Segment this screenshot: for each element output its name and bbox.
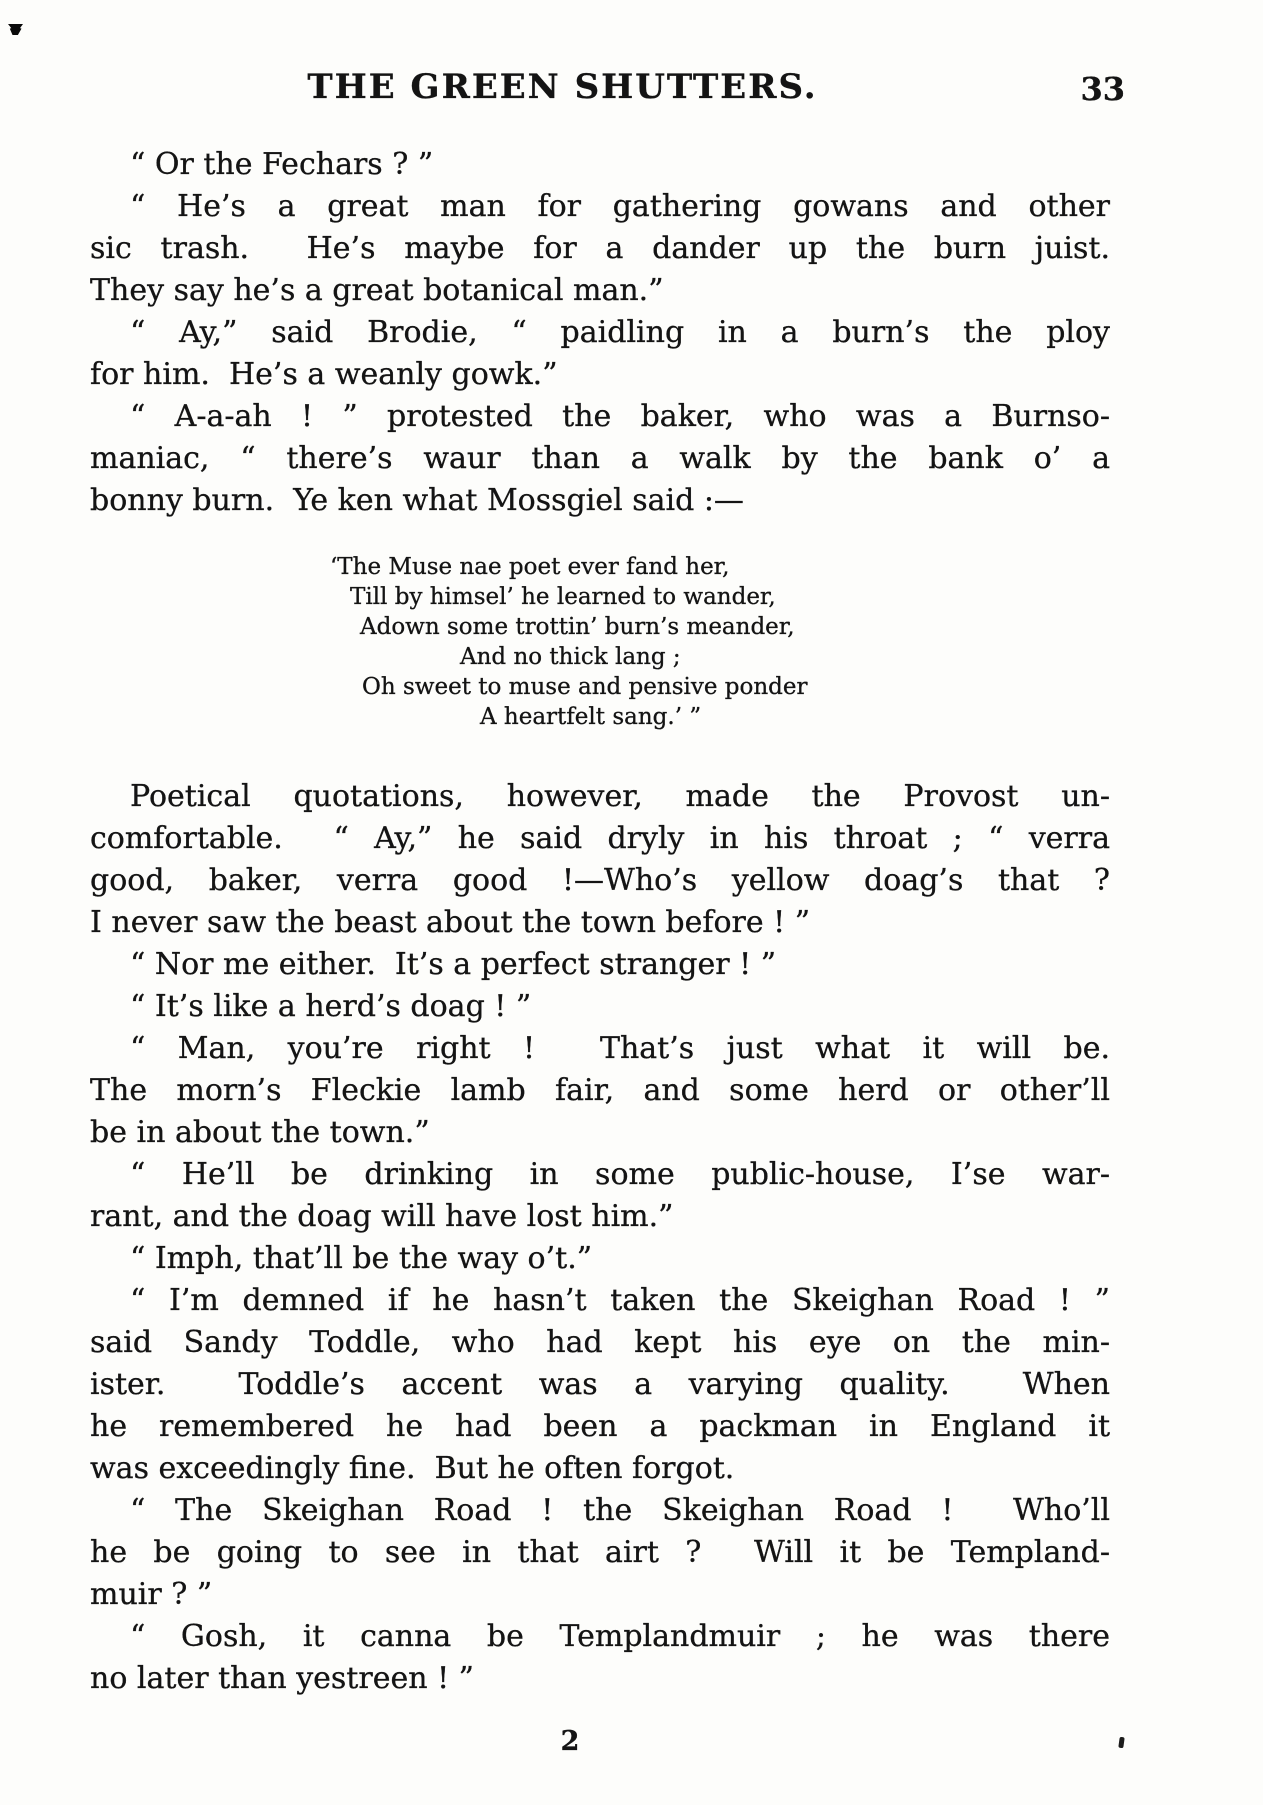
text-line: Poetical quotations, however, made the Provost un- <box>130 779 1110 814</box>
page-header <box>90 64 1125 110</box>
verse-block <box>330 552 1110 732</box>
text-line: be in about the town.” <box>90 1115 430 1150</box>
paragraph <box>90 1280 1110 1490</box>
text-line: maniac, “ there’s waur than a walk by the bank o’ a <box>90 441 1110 476</box>
paragraph <box>90 1490 1110 1616</box>
verse-line: ‘The Muse nae poet ever fand her, <box>330 554 730 580</box>
text-line: “ It’s like a herd’s doag ! ” <box>130 989 532 1024</box>
paragraph <box>90 312 1110 396</box>
text-line: said Sandy Toddle, who had kept his eye on the min- <box>90 1325 1110 1360</box>
text-line: he be going to see in that airt ? Will it be Templand- <box>90 1535 1110 1570</box>
text-line: ister. Toddle’s accent was a varying quality. When <box>90 1367 1110 1402</box>
paragraph <box>90 1028 1110 1154</box>
paragraph <box>90 144 1110 186</box>
page-body <box>90 144 1110 1700</box>
ink-speck <box>8 24 23 35</box>
text-line: rant, and the doag will have lost him.” <box>90 1199 674 1234</box>
text-line: “ Man, you’re right ! That’s just what it will be. <box>130 1031 1110 1066</box>
paragraph <box>90 944 1110 986</box>
paragraph <box>90 1238 1110 1280</box>
text-line: “ Nor me either. It’s a perfect stranger ! ” <box>130 947 777 982</box>
verse-line: And no thick lang ; <box>460 644 681 670</box>
text-line: “ A-a-ah ! ” protested the baker, who was a Burnso- <box>130 399 1110 434</box>
text-line: good, baker, verra good !—Who’s yellow doag’s that ? <box>90 863 1110 898</box>
text-line: muir ? ” <box>90 1577 213 1612</box>
text-line: sic trash. He’s maybe for a dander up the burn juist. <box>90 231 1110 266</box>
text-line: “ The Skeighan Road ! the Skeighan Road ! Who’ll <box>130 1493 1110 1528</box>
text-line: “ Ay,” said Brodie, “ paidling in a burn’s the ploy <box>130 315 1110 350</box>
text-line: comfortable. “ Ay,” he said dryly in his throat ; “ verra <box>90 821 1110 856</box>
text-line: was exceedingly fine. But he often forgot. <box>90 1451 735 1486</box>
text-line: “ Imph, that’ll be the way o’t.” <box>130 1241 593 1276</box>
page-footer <box>90 1726 1110 1757</box>
text-line: I never saw the beast about the town before ! ” <box>90 905 811 940</box>
text-line: no later than yestreen ! ” <box>90 1661 474 1696</box>
page-number: 33 <box>1080 70 1125 108</box>
text-line: for him. He’s a weanly gowk.” <box>90 357 558 392</box>
text-line: “ He’ll be drinking in some public-house, I’se war- <box>130 1157 1110 1192</box>
paragraph <box>90 1154 1110 1238</box>
text-line: he remembered he had been a packman in England it <box>90 1409 1110 1444</box>
signature-mark: 2 <box>560 1726 580 1757</box>
text-line: “ Gosh, it canna be Templandmuir ; he was there <box>130 1619 1110 1654</box>
ink-speck <box>1118 1737 1124 1749</box>
paragraph <box>90 1616 1110 1700</box>
text-line: They say he’s a great botanical man.” <box>90 273 664 308</box>
text-line: “ I’m demned if he hasn’t taken the Skeighan Road ! ” <box>130 1283 1110 1318</box>
verse-line: Adown some trottin’ burn’s meander, <box>360 614 795 640</box>
text-line: bonny burn. Ye ken what Mossgiel said :— <box>90 483 744 518</box>
text-line: “ He’s a great man for gathering gowans and other <box>130 189 1110 224</box>
running-title: THE GREEN SHUTTERS. <box>307 67 818 107</box>
verse-line: Oh sweet to muse and pensive ponder <box>362 674 808 700</box>
verse-line: A heartfelt sang.’ ” <box>480 704 702 730</box>
paragraph <box>90 396 1110 522</box>
text-line: “ Or the Fechars ? ” <box>130 147 434 182</box>
verse-line: Till by himsel’ he learned to wander, <box>350 584 776 610</box>
paragraph <box>90 776 1110 944</box>
paragraph <box>90 986 1110 1028</box>
paragraph <box>90 186 1110 312</box>
text-line: The morn’s Fleckie lamb fair, and some herd or other’ll <box>90 1073 1110 1108</box>
